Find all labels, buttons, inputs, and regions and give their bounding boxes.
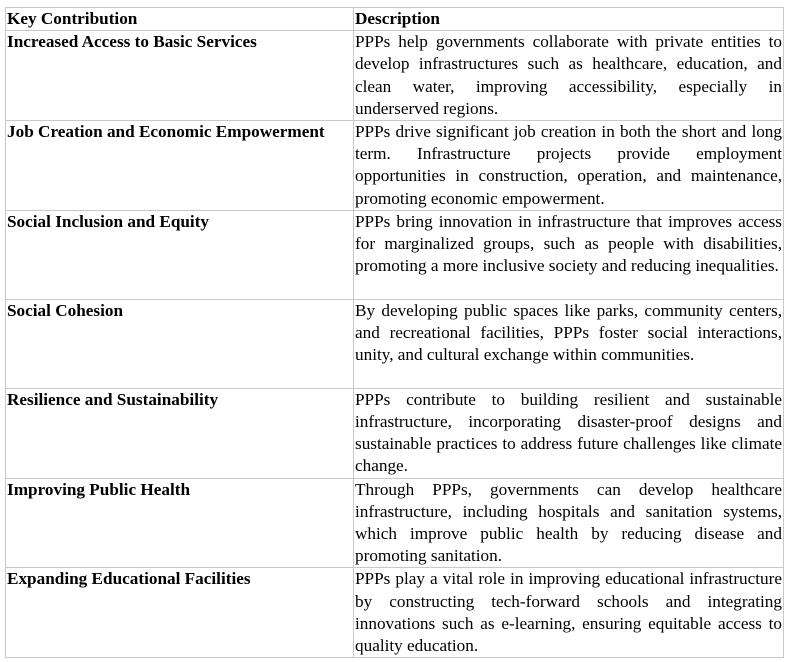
description-cell: By developing public spaces like parks, community centers, and recreational facilities, PPPs foster social interactions, unity, and cultural exchange within communities. (354, 299, 784, 388)
description-cell: PPPs play a vital role in improving educational infrastructure by constructing tech-forward schools and integrating innovations such as e-learning, ensuring equitable access to quality education. (354, 568, 784, 658)
description-cell: Through PPPs, governments can develop healthcare infrastructure, including hospitals and sanitation systems, which improve public health by reducing disease and promoting sanitation. (354, 478, 784, 568)
table-row (6, 478, 784, 568)
table-row (6, 31, 784, 121)
table-row (6, 299, 784, 388)
description-cell: PPPs bring innovation in infrastructure that improves access for marginalized groups, such as people with disabilities, promoting a more inclusive society and reducing inequalities. (354, 210, 784, 299)
contribution-cell: Social Cohesion (6, 299, 354, 388)
description-cell: PPPs contribute to building resilient and sustainable infrastructure, incorporating disaster-proof designs and sustainable practices to address future challenges like climate change. (354, 388, 784, 478)
contribution-cell: Improving Public Health (6, 478, 354, 568)
contribution-cell: Expanding Educational Facilities (6, 568, 354, 658)
table-row (6, 388, 784, 478)
table-row (6, 568, 784, 658)
description-cell: PPPs help governments collaborate with private entities to develop infrastructures such as healthcare, education, and clean water, improving accessibility, especially in underserved regions. (354, 31, 784, 121)
contribution-cell: Resilience and Sustainability (6, 388, 354, 478)
contribution-cell: Increased Access to Basic Services (6, 31, 354, 121)
description-cell: PPPs drive significant job creation in both the short and long term. Infrastructure projects provide employment opportunities in construction, operation, and maintenance, promoting economic empowerment. (354, 121, 784, 211)
table-row (6, 121, 784, 211)
header-description: Description (354, 8, 784, 31)
header-row (6, 8, 784, 31)
contributions-table (5, 7, 784, 658)
header-key-contribution: Key Contribution (6, 8, 354, 31)
contribution-cell: Job Creation and Economic Empowerment (6, 121, 354, 211)
table-row (6, 210, 784, 299)
contribution-cell: Social Inclusion and Equity (6, 210, 354, 299)
